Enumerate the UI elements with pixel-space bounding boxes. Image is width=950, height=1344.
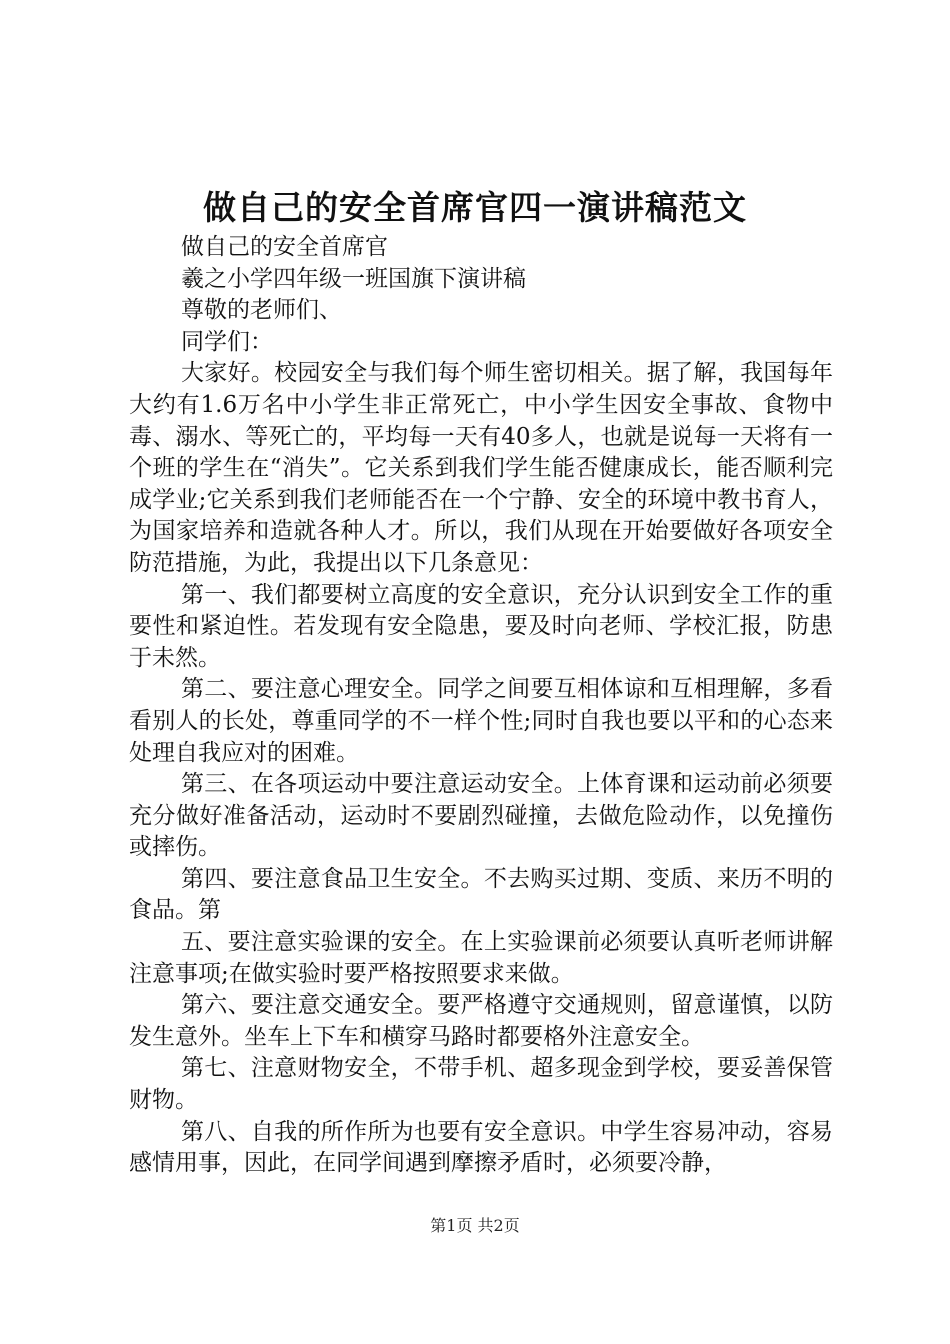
salutation-students-line: 同学们： (181, 328, 273, 355)
paragraph-point-2: 第二、要注意心理安全。同学之间要互相体谅和互相理解，多看看别人的长处，尊重同学的不一样个性;同时自我也要以平和的心态来处理自我应对的困难。 (129, 676, 833, 766)
school-class-line: 羲之小学四年级一班国旗下演讲稿 (181, 265, 526, 292)
paragraph-point-8: 第八、自我的所作所为也要有安全意识。中学生容易冲动，容易感情用事，因此，在同学间遇到摩擦矛盾时，必须要冷静， (129, 1118, 833, 1177)
page-footer: 第1页 共2页 (430, 1216, 520, 1235)
paragraph-point-3: 第三、在各项运动中要注意运动安全。上体育课和运动前必须要充分做好准备活动，运动时不要剧烈碰撞，去做危险动作，以免撞伤或摔伤。 (129, 771, 833, 861)
speech-title-line: 做自己的安全首席官 (181, 234, 388, 260)
paragraph-point-4: 第四、要注意食品卫生安全。不去购买过期、变质、来历不明的食品。第 (129, 865, 833, 924)
paragraph-point-5: 五、要注意实验课的安全。在上实验课前必须要认真听老师讲解注意事项;在做实验时要严格按照要求来做。 (129, 929, 833, 987)
document-body (129, 232, 833, 1180)
paragraph-point-1: 第一、我们都要树立高度的安全意识，充分认识到安全工作的重要性和紧迫性。若发现有安全隐患，要及时向老师、学校汇报，防患于未然。 (129, 581, 833, 671)
paragraph-intro: 大家好。校园安全与我们每个师生密切相关。据了解，我国每年大约有1.6万名中小学生非正常死亡，中小学生因安全事故、食物中毒、溺水、等死亡的，平均每一天有40多人，也就是说每一天将有一个班的学生在“消失”。它关系到我们学生能否健康成长，能否顺利完成学业;它关系到我们老师能否在一个宁静、安全的环境中教书育人，为国家培养和造就各种人才。所以，我们从现在开始要做好各项安全防范措施，为此，我提出以下几条意见： (129, 360, 833, 576)
document-title: 做自己的安全首席官四一演讲稿范文 (203, 188, 747, 227)
salutation-teachers-line: 尊敬的老师们、 (181, 297, 342, 324)
paragraph-point-6: 第六、要注意交通安全。要严格遵守交通规则，留意谨慎，以防发生意外。坐车上下车和横穿马路时都要格外注意安全。 (129, 992, 833, 1050)
paragraph-point-7: 第七、注意财物安全，不带手机、超多现金到学校，要妥善保管财物。 (129, 1055, 833, 1114)
